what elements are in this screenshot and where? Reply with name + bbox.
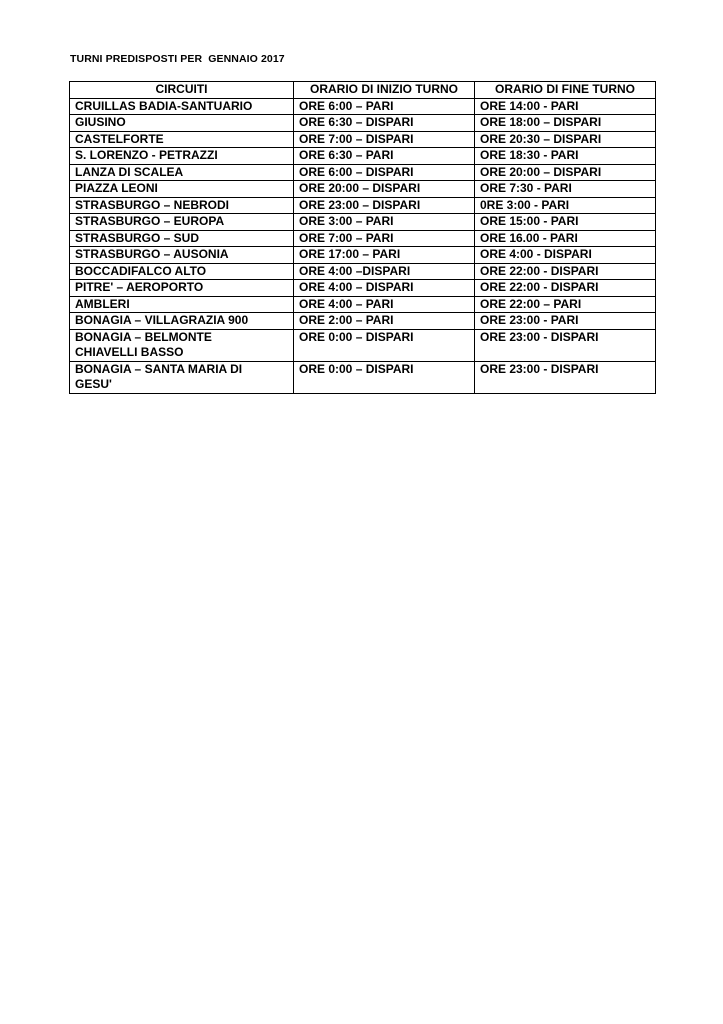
start-time-cell: ORE 7:00 – PARI — [294, 230, 475, 247]
circuit-cell: STRASBURGO – NEBRODI — [70, 197, 294, 214]
table-row — [70, 197, 656, 214]
table-row — [70, 313, 656, 330]
start-time-cell: ORE 2:00 – PARI — [294, 313, 475, 330]
table-row — [70, 131, 656, 148]
table-header-row — [70, 82, 656, 99]
start-time-cell: ORE 0:00 – DISPARI — [294, 361, 475, 393]
start-time-cell: ORE 4:00 – DISPARI — [294, 280, 475, 297]
table-body — [70, 98, 656, 393]
circuit-cell: STRASBURGO – EUROPA — [70, 214, 294, 231]
start-time-cell: ORE 0:00 – DISPARI — [294, 329, 475, 361]
circuit-name-line: GESU' — [75, 377, 112, 391]
header-circuits: CIRCUITI — [70, 82, 294, 99]
circuit-name-line: BONAGIA – BELMONTE — [75, 329, 212, 344]
end-time-cell: ORE 20:30 – DISPARI — [475, 131, 656, 148]
end-time-cell: 0RE 3:00 - PARI — [475, 197, 656, 214]
start-time-cell: ORE 17:00 – PARI — [294, 247, 475, 264]
end-time-cell: ORE 23:00 - PARI — [475, 313, 656, 330]
shift-schedule-table — [69, 81, 656, 394]
circuit-cell: PIAZZA LEONI — [70, 181, 294, 198]
end-time-cell: ORE 16.00 - PARI — [475, 230, 656, 247]
end-time-cell: ORE 7:30 - PARI — [475, 181, 656, 198]
end-time-cell: ORE 23:00 - DISPARI — [475, 361, 656, 393]
start-time-cell: ORE 6:30 – PARI — [294, 148, 475, 165]
circuit-cell: STRASBURGO – SUD — [70, 230, 294, 247]
start-time-cell: ORE 23:00 – DISPARI — [294, 197, 475, 214]
end-time-cell: ORE 22:00 - DISPARI — [475, 263, 656, 280]
start-time-cell: ORE 4:00 – PARI — [294, 296, 475, 313]
table-row — [70, 329, 656, 361]
table-row — [70, 164, 656, 181]
table-row — [70, 263, 656, 280]
table-row — [70, 361, 656, 393]
table-row — [70, 230, 656, 247]
circuit-cell — [70, 361, 294, 393]
end-time-cell: ORE 18:30 - PARI — [475, 148, 656, 165]
start-time-cell: ORE 3:00 – PARI — [294, 214, 475, 231]
end-time-cell: ORE 4:00 - DISPARI — [475, 247, 656, 264]
circuit-cell: GIUSINO — [70, 115, 294, 132]
circuit-cell: CRUILLAS BADIA-SANTUARIO — [70, 98, 294, 115]
header-end-time: ORARIO DI FINE TURNO — [475, 82, 656, 99]
end-time-cell: ORE 22:00 – PARI — [475, 296, 656, 313]
circuit-cell: BONAGIA – VILLAGRAZIA 900 — [70, 313, 294, 330]
circuit-cell: LANZA DI SCALEA — [70, 164, 294, 181]
circuit-cell: PITRE' – AEROPORTO — [70, 280, 294, 297]
circuit-cell: S. LORENZO - PETRAZZI — [70, 148, 294, 165]
page-title: TURNI PREDISPOSTI PER GENNAIO 2017 — [70, 53, 285, 65]
end-time-cell: ORE 18:00 – DISPARI — [475, 115, 656, 132]
end-time-cell: ORE 14:00 - PARI — [475, 98, 656, 115]
table-row — [70, 247, 656, 264]
circuit-name-line: CHIAVELLI BASSO — [75, 345, 184, 359]
end-time-cell: ORE 23:00 - DISPARI — [475, 329, 656, 361]
circuit-cell: AMBLERI — [70, 296, 294, 313]
start-time-cell: ORE 6:00 – PARI — [294, 98, 475, 115]
table-row — [70, 296, 656, 313]
circuit-cell: CASTELFORTE — [70, 131, 294, 148]
table-row — [70, 280, 656, 297]
start-time-cell: ORE 7:00 – DISPARI — [294, 131, 475, 148]
end-time-cell: ORE 20:00 – DISPARI — [475, 164, 656, 181]
start-time-cell: ORE 6:00 – DISPARI — [294, 164, 475, 181]
circuit-cell — [70, 329, 294, 361]
circuit-name-line: BONAGIA – SANTA MARIA DI — [75, 361, 243, 376]
start-time-cell: ORE 20:00 – DISPARI — [294, 181, 475, 198]
circuit-cell: BOCCADIFALCO ALTO — [70, 263, 294, 280]
end-time-cell: ORE 15:00 - PARI — [475, 214, 656, 231]
table-row — [70, 98, 656, 115]
table-row — [70, 115, 656, 132]
end-time-cell: ORE 22:00 - DISPARI — [475, 280, 656, 297]
start-time-cell: ORE 6:30 – DISPARI — [294, 115, 475, 132]
table-row — [70, 148, 656, 165]
table-row — [70, 181, 656, 198]
table-row — [70, 214, 656, 231]
circuit-cell: STRASBURGO – AUSONIA — [70, 247, 294, 264]
start-time-cell: ORE 4:00 –DISPARI — [294, 263, 475, 280]
header-start-time: ORARIO DI INIZIO TURNO — [294, 82, 475, 99]
